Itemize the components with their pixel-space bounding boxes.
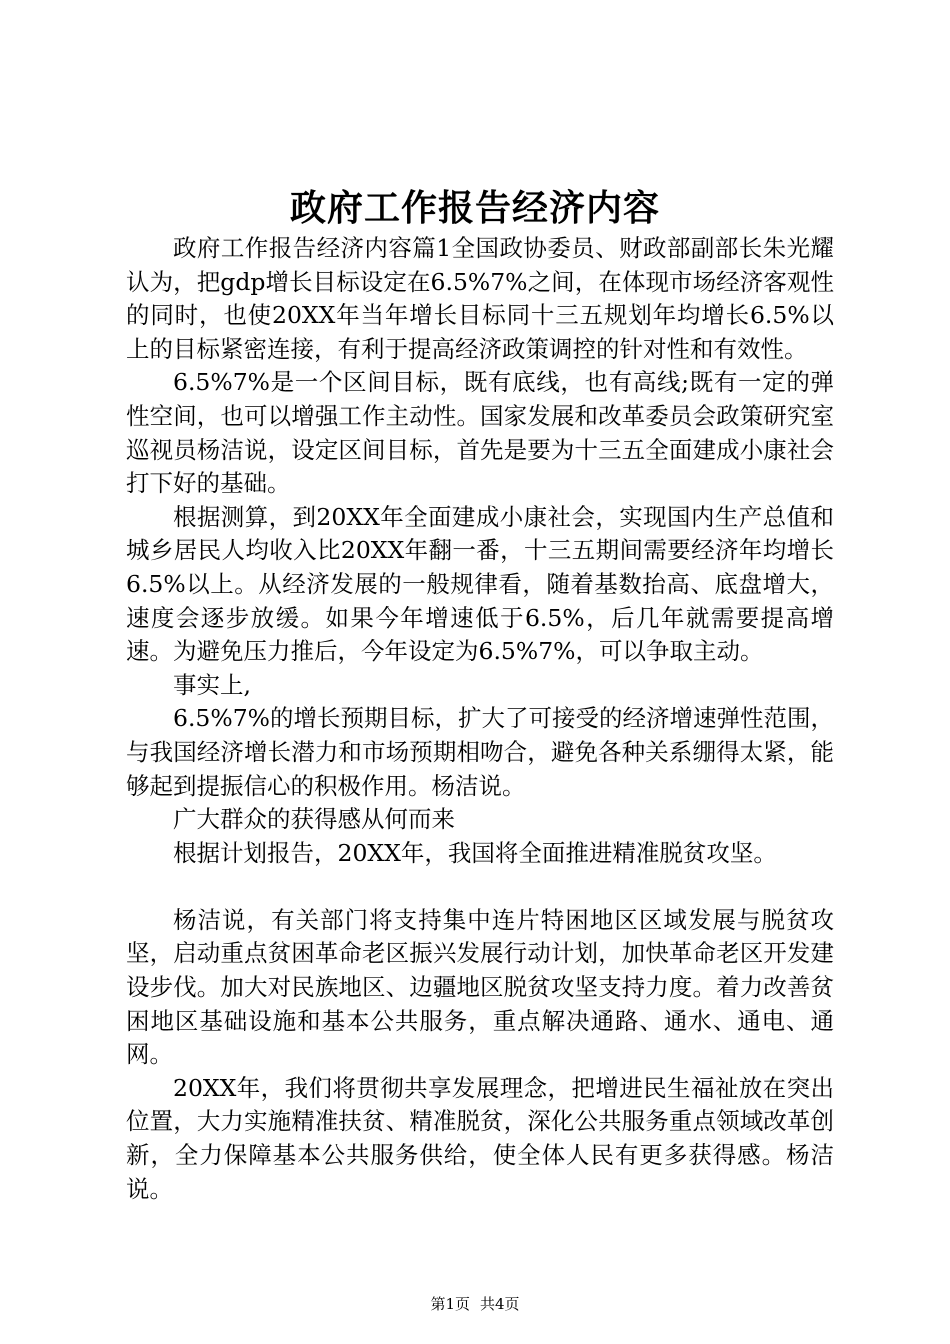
paragraph-8: 杨洁说，有关部门将支持集中连片特困地区区域发展与脱贫攻坚，启动重点贫困革命老区振兴发展行动计划，加快革命老区开发建设步伐。加大对民族地区、边疆地区脱贫攻坚支持力度。着力改善贫困地区基础设施和基本公共服务，重点解决通路、通水、通电、通网。 xyxy=(126,905,834,1069)
document-title: 政府工作报告经济内容 xyxy=(289,187,660,229)
page-number: 第1页 xyxy=(430,1295,470,1313)
paragraph-7: 根据计划报告，20XX年，我国将全面推进精准脱贫攻坚。 xyxy=(173,838,777,867)
page-footer xyxy=(0,1294,950,1314)
paragraph-1: 政府工作报告经济内容篇1全国政协委员、财政部副部长朱光耀认为，把gdp增长目标设定在6.5%7%之间，在体现市场经济客观性的同时，也使20XX年当年增长目标同十三五规划年均增长6.5%以上的目标紧密连接，有利于提高经济政策调控的针对性和有效性。 xyxy=(126,234,834,363)
paragraph-2: 6.5%7%是一个区间目标，既有底线，也有高线;既有一定的弹性空间，也可以增强工作主动性。国家发展和改革委员会政策研究室巡视员杨洁说，设定区间目标，首先是要为十三五全面建成小康社会打下好的基础。 xyxy=(126,368,834,498)
page-total: 共4页 xyxy=(480,1295,520,1313)
paragraph-4: 事实上, xyxy=(173,670,251,699)
document-body xyxy=(126,232,834,1206)
section-heading: 广大群众的获得感从何而来 xyxy=(173,805,455,834)
paragraph-9: 20XX年，我们将贯彻共享发展理念，把增进民生福祉放在突出位置，大力实施精准扶贫、精准脱贫，深化公共服务重点领域改革创新，全力保障基本公共服务供给，使全体人民有更多获得感。杨洁说。 xyxy=(126,1073,834,1203)
paragraph-3: 根据测算，到20XX年全面建成小康社会，实现国内生产总值和城乡居民人均收入比20XX年翻一番，十三五期间需要经济年均增长6.5%以上。从经济发展的一般规律看，随着基数抬高、底盘增大，速度会逐步放缓。如果今年增速低于6.5%，后几年就需要提高增速。为避免压力推后，今年设定为6.5%7%，可以争取主动。 xyxy=(126,502,834,666)
paragraph-5: 6.5%7%的增长预期目标，扩大了可接受的经济增速弹性范围，与我国经济增长潜力和市场预期相吻合，避免各种关系绷得太紧，能够起到提振信心的积极作用。杨洁说。 xyxy=(126,704,834,800)
